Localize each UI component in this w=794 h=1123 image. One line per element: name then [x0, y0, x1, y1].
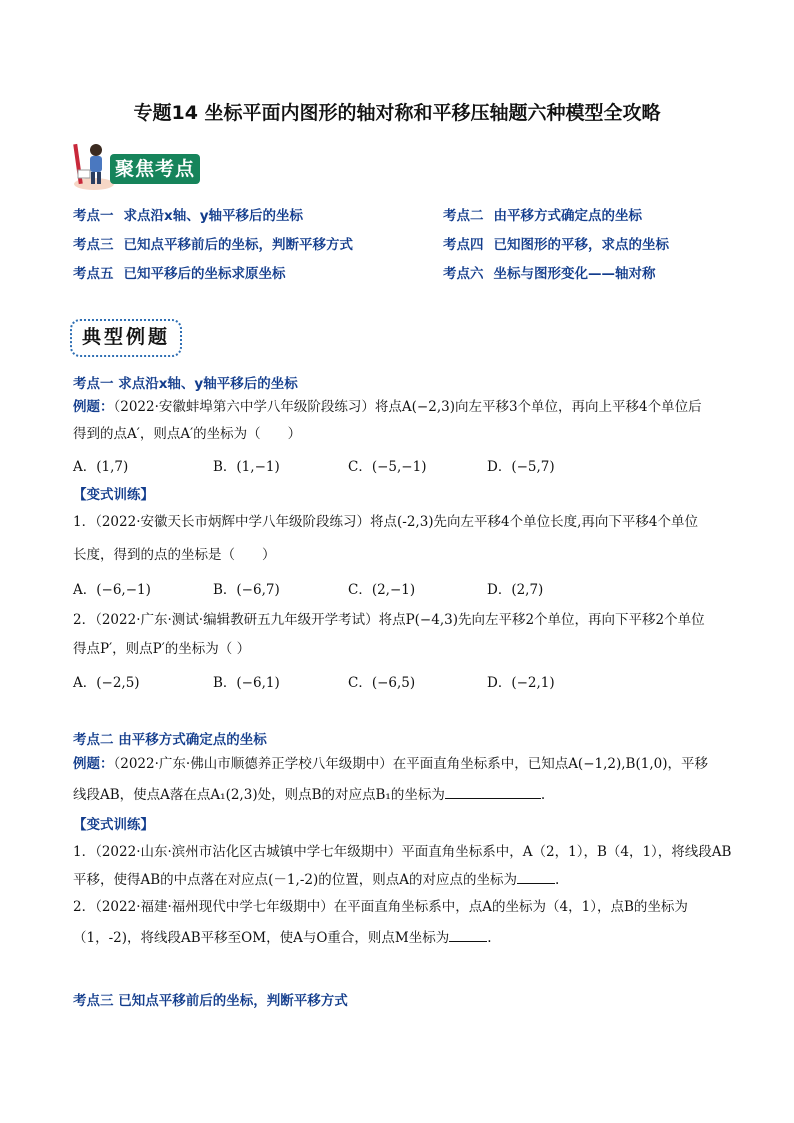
s1-q2-option-c: C．(−6,5): [348, 675, 416, 691]
page-title: 专题14 坐标平面内图形的轴对称和平移压轴题六种模型全攻略: [133, 102, 661, 124]
s1-q2-option-d: D．(−2,1): [487, 675, 555, 691]
s1-example-line1: 例题：（2022·安徽蚌埠第六中学八年级阶段练习）将点A(−2,3)向左平移3个单位，再向上平移4个单位后: [73, 399, 702, 415]
s1-example-option-c: C．(−5,−1): [348, 459, 427, 475]
s1-q2-option-a: A．(−2,5): [73, 675, 140, 691]
focus-badge-label: 聚焦考点: [110, 154, 200, 184]
s1-example-option-a: A．(1,7): [73, 459, 129, 475]
answer-blank[interactable]: [517, 869, 555, 884]
s1-example-option-b: B．(1,−1): [213, 459, 280, 475]
s1-q1-line1: 1．（2022·安徽天长市炳辉中学八年级阶段练习）将点(-2,3)先向左平移4个单位长度,再向下平移4个单位: [73, 514, 699, 530]
s2-q2-line2: （1，-2)，将线段AB平移至OM，使A与O重合，则点M坐标为 .: [73, 927, 492, 948]
s2-q1-line2: 平移，使得AB的中点落在对应点(－1,-2)的位置，则点A的对应点的坐标为 .: [73, 869, 559, 890]
s1-q1-option-a: A．(−6,−1): [73, 582, 151, 598]
s1-q1-option-b: B．(−6,7): [213, 582, 280, 598]
s2-training-tag: 【变式训练】: [73, 817, 154, 833]
focus-badge: [70, 140, 202, 192]
s1-q2-line1: 2．（2022·广东·测试·编辑教研五九年级开学考试）将点P(−4,3)先向左平移2个单位，再向下平移2个单位: [73, 612, 705, 628]
s2-q2-line1: 2．（2022·福建·福州现代中学七年级期中）在平面直角坐标系中，点A的坐标为（4，1），点B的坐标为: [73, 899, 688, 915]
toc-item-5[interactable]: 考点五 已知平移后的坐标求原坐标: [73, 266, 286, 282]
s1-q2-line2: 得点P′，则点P′的坐标为（ ）: [73, 641, 251, 657]
toc-item-6[interactable]: 考点六 坐标与图形变化——轴对称: [443, 266, 656, 282]
s2-q1-line1: 1．（2022·山东·滨州市沾化区古城镇中学七年级期中）平面直角坐标系中，A（2，1），B（4，1），将线段AB: [73, 844, 732, 860]
s1-example-option-d: D．(−5,7): [487, 459, 555, 475]
examples-box: 典型例题: [70, 319, 182, 357]
answer-blank[interactable]: [445, 784, 541, 799]
section-1-heading: 考点一 求点沿x轴、y轴平移后的坐标: [73, 376, 298, 392]
s1-q1-option-d: D．(2,7): [487, 582, 544, 598]
toc-item-1[interactable]: 考点一 求点沿x轴、y轴平移后的坐标: [73, 208, 304, 224]
toc-item-2[interactable]: 考点二 由平移方式确定点的坐标: [443, 208, 642, 224]
s2-example-line1: 例题：（2022·广东·佛山市顺德养正学校八年级期中）在平面直角坐标系中，已知点A(−1,2),B(1,0)，平移: [73, 756, 708, 772]
section-2-heading: 考点二 由平移方式确定点的坐标: [73, 732, 267, 748]
s1-q2-option-b: B．(−6,1): [213, 675, 280, 691]
toc-item-4[interactable]: 考点四 已知图形的平移，求点的坐标: [443, 237, 669, 253]
s1-example-line2: 得到的点A′，则点A′的坐标为（ ）: [73, 426, 302, 442]
s1-q1-line2: 长度，得到的点的坐标是（ ）: [73, 547, 276, 563]
answer-blank[interactable]: [449, 927, 487, 942]
s1-training-tag: 【变式训练】: [73, 487, 154, 503]
toc-item-3[interactable]: 考点三 已知点平移前后的坐标，判断平移方式: [73, 237, 353, 253]
s1-q1-option-c: C．(2,−1): [348, 582, 416, 598]
section-3-heading: 考点三 已知点平移前后的坐标，判断平移方式: [73, 993, 348, 1009]
s2-example-line2: 线段AB，使点A落在点A₁(2,3)处，则点B的对应点B₁的坐标为 .: [73, 784, 545, 805]
